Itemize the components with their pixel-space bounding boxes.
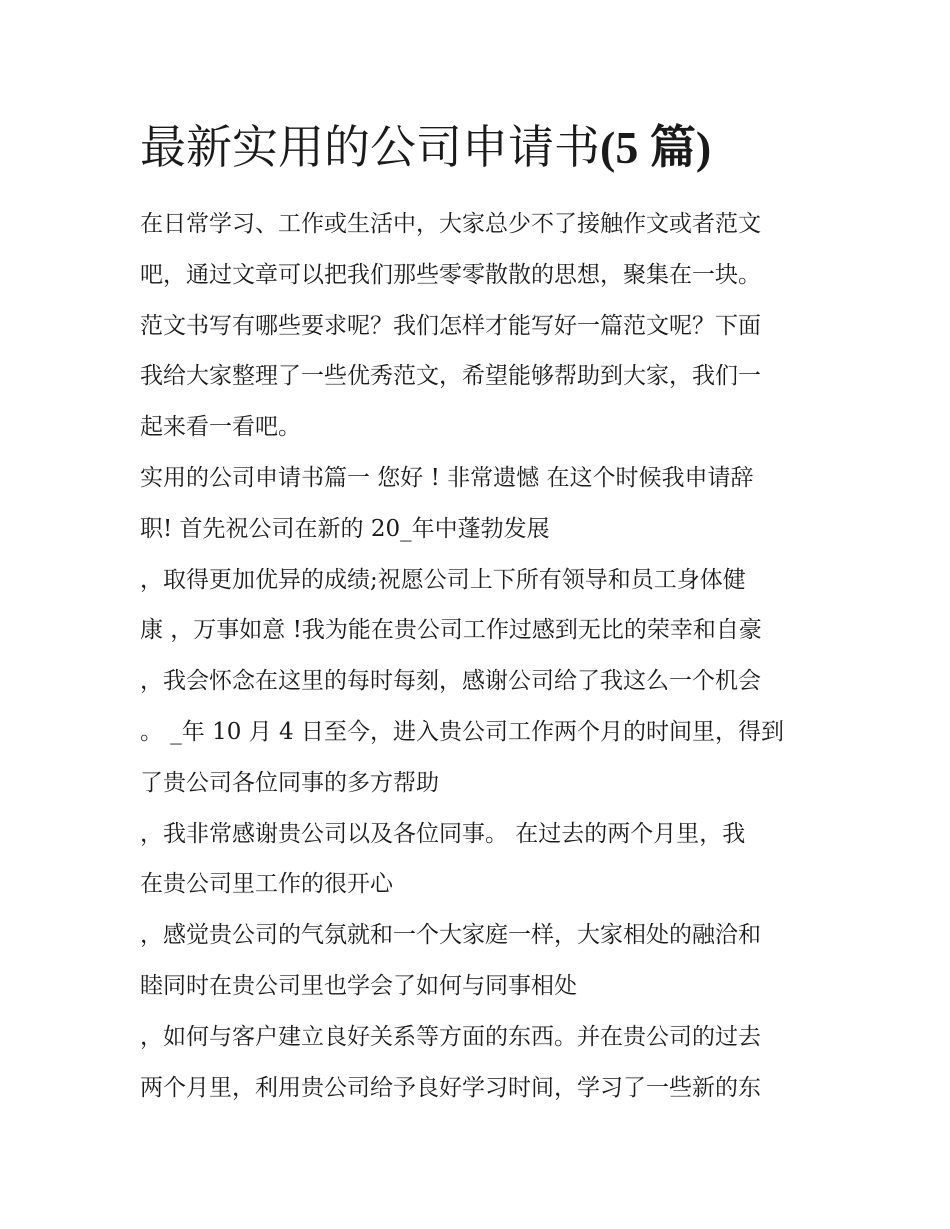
body-line: 在贵公司里工作的很开心 [140,871,393,898]
body-line: 在日常学习、工作或生活中，大家总少不了接触作文或者范文 [140,211,761,237]
body-line: ，如何与客户建立良好关系等方面的东西。并在贵公司的过去 [140,1023,761,1050]
document-body [140,199,820,1113]
title-text: 最新实用的公司申请书 [140,120,600,174]
body-line: 实用的公司申请书篇一 您好 ! 非常遗憾 在这个时候我申请辞 [140,464,754,491]
body-line: 康 ，万事如意 !我为能在贵公司工作过感到无比的荣幸和自豪 [140,617,762,644]
body-line: 职! 首先祝公司在新的 20_年中蓬勃发展 [140,515,550,542]
body-line: ，取得更加优异的成绩;祝愿公司上下所有领导和员工身体健 [140,566,746,593]
body-line: ，我非常感谢贵公司以及各位同事。 在过去的两个月里，我 [140,820,746,847]
body-line: 吧，通过文章可以把我们那些零零散散的思想，聚集在一块。 [140,261,761,288]
body-line: 范文书写有哪些要求呢？我们怎样才能写好一篇范文呢？下面 [140,312,761,339]
body-line: 睦同时在贵公司里也学会了如何与同事相处 [140,972,577,999]
body-line: ，我会怀念在这里的每时每刻，感谢公司给了我这么一个机会 [140,668,761,695]
title-count: (5 篇) [600,122,712,173]
body-line: 。 _年 10 月 4 日至今，进入贵公司工作两个月的时间里，得到 [140,718,784,745]
body-line: 起来看一看吧。 [140,414,301,441]
body-line: 了贵公司各位同事的多方帮助 [140,769,439,796]
document-page [140,112,820,1113]
body-line: 两个月里，利用贵公司给予良好学习时间，学习了一些新的东 [140,1074,761,1101]
document-title [140,112,820,183]
body-line: ，感觉贵公司的气氛就和一个大家庭一样，大家相处的融洽和 [140,922,761,949]
body-line: 我给大家整理了一些优秀范文，希望能够帮助到大家，我们一 [140,363,761,390]
